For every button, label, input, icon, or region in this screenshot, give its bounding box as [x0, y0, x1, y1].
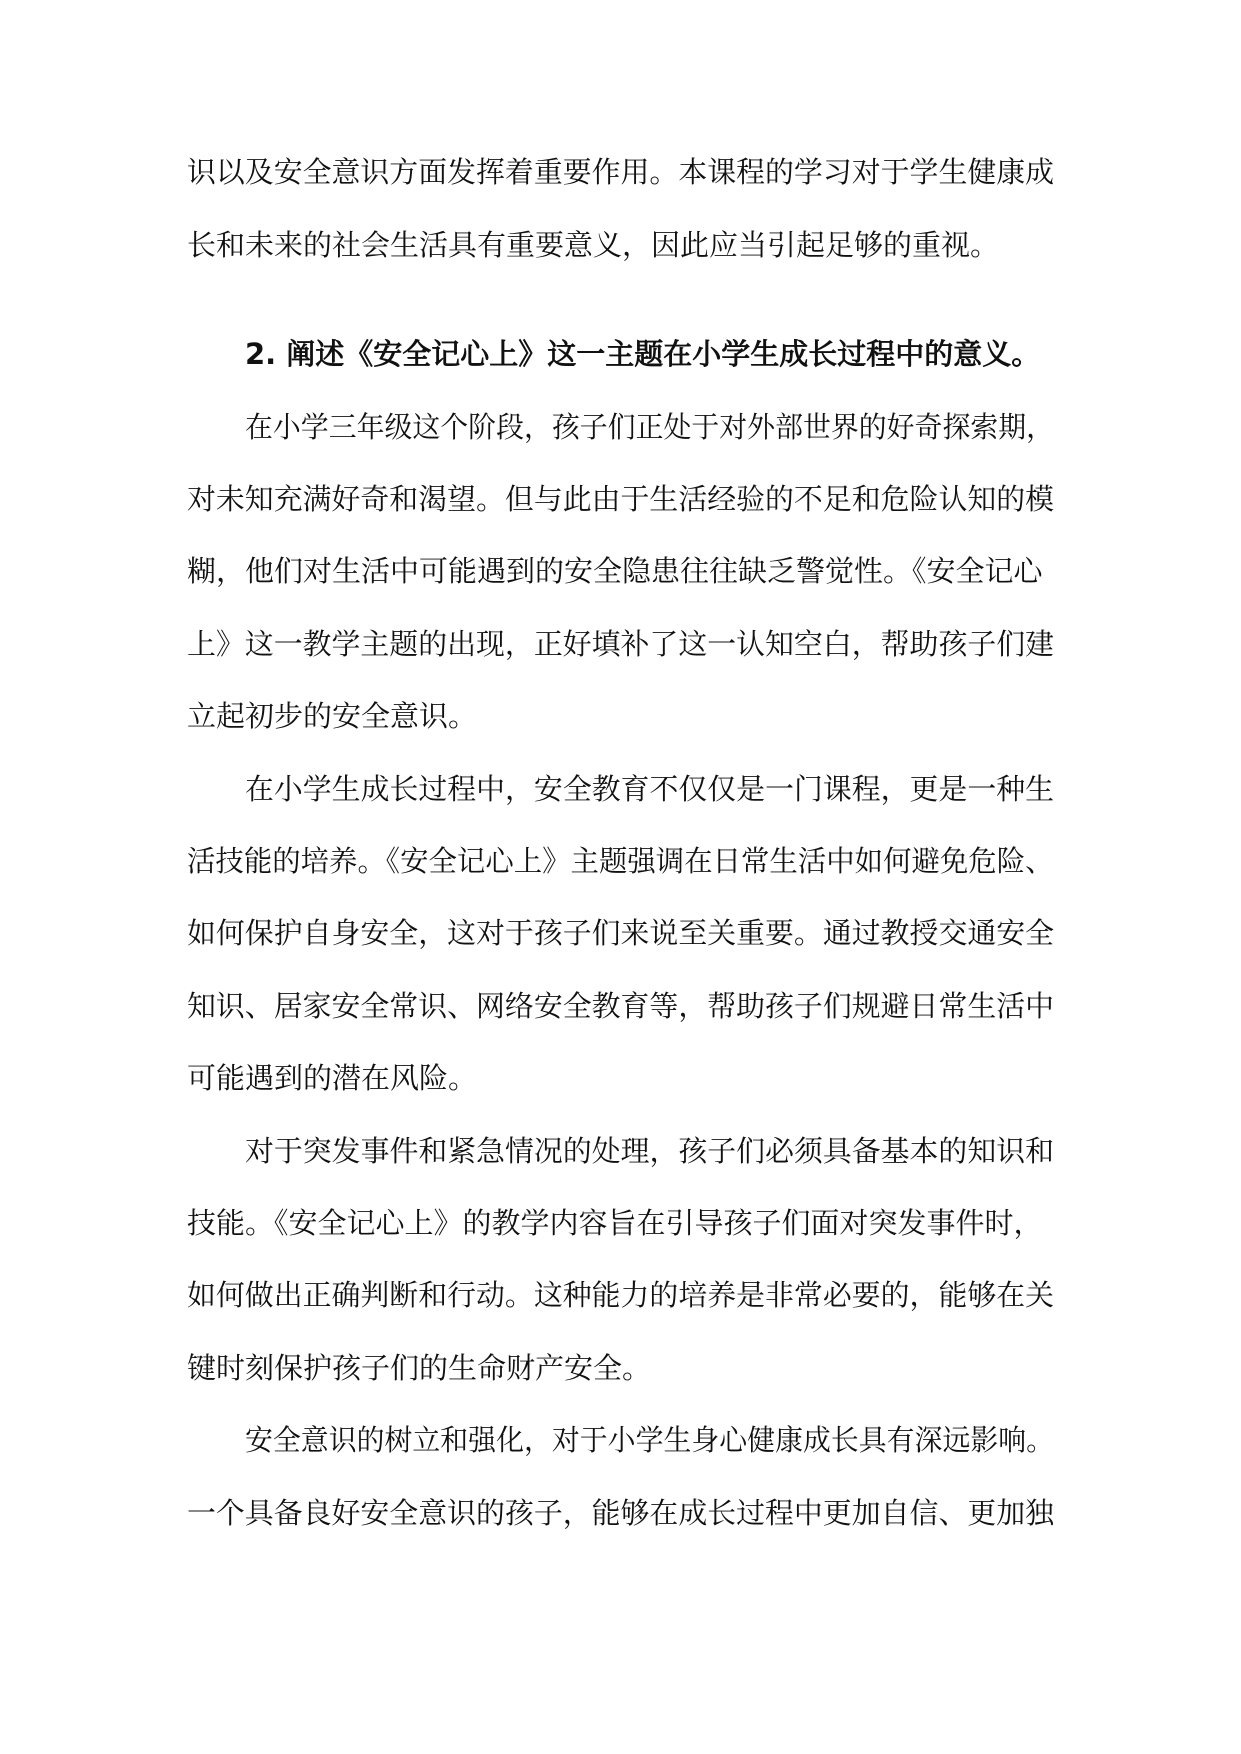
paragraph-line: 长和未来的社会生活具有重要意义，因此应当引起足够的重视。 — [187, 228, 1000, 262]
paragraph-line: 如何做出正确判断和行动。这种能力的培养是非常必要的，能够在关 — [187, 1278, 1055, 1312]
paragraph-line: 在小学三年级这个阶段，孩子们正处于对外部世界的好奇探索期， — [245, 410, 1055, 444]
paragraph-line: 糊，他们对生活中可能遇到的安全隐患往往缺乏警觉性。《安全记心 — [187, 554, 1043, 588]
paragraph-line: 立起初步的安全意识。 — [187, 699, 478, 733]
paragraph-line: 活技能的培养。《安全记心上》主题强调在日常生活中如何避免危险、 — [187, 844, 1054, 878]
section-heading: 2. 阐述《安全记心上》这一主题在小学生成长过程中的意义。 — [245, 337, 1041, 371]
paragraph-line: 知识、居家安全常识、网络安全教育等，帮助孩子们规避日常生活中 — [187, 989, 1055, 1023]
paragraph-line: 键时刻保护孩子们的生命财产安全。 — [187, 1351, 652, 1385]
paragraph-line: 可能遇到的潜在风险。 — [187, 1061, 478, 1095]
paragraph-line: 对于突发事件和紧急情况的处理，孩子们必须具备基本的知识和 — [245, 1134, 1055, 1168]
paragraph-line: 技能。《安全记心上》的教学内容旨在引导孩子们面对突发事件时， — [187, 1206, 1043, 1240]
paragraph-line: 上》这一教学主题的出现，正好填补了这一认知空白，帮助孩子们建 — [187, 627, 1055, 661]
paragraph-line: 对未知充满好奇和渴望。但与此由于生活经验的不足和危险认知的模 — [187, 482, 1055, 516]
paragraph-line: 识以及安全意识方面发挥着重要作用。本课程的学习对于学生健康成 — [187, 155, 1055, 189]
paragraph-line: 在小学生成长过程中，安全教育不仅仅是一门课程，更是一种生 — [245, 772, 1055, 806]
paragraph-line: 一个具备良好安全意识的孩子，能够在成长过程中更加自信、更加独 — [187, 1496, 1055, 1530]
paragraph-line: 如何保护自身安全，这对于孩子们来说至关重要。通过教授交通安全 — [187, 916, 1055, 950]
paragraph-line: 安全意识的树立和强化，对于小学生身心健康成长具有深远影响。 — [245, 1423, 1055, 1457]
